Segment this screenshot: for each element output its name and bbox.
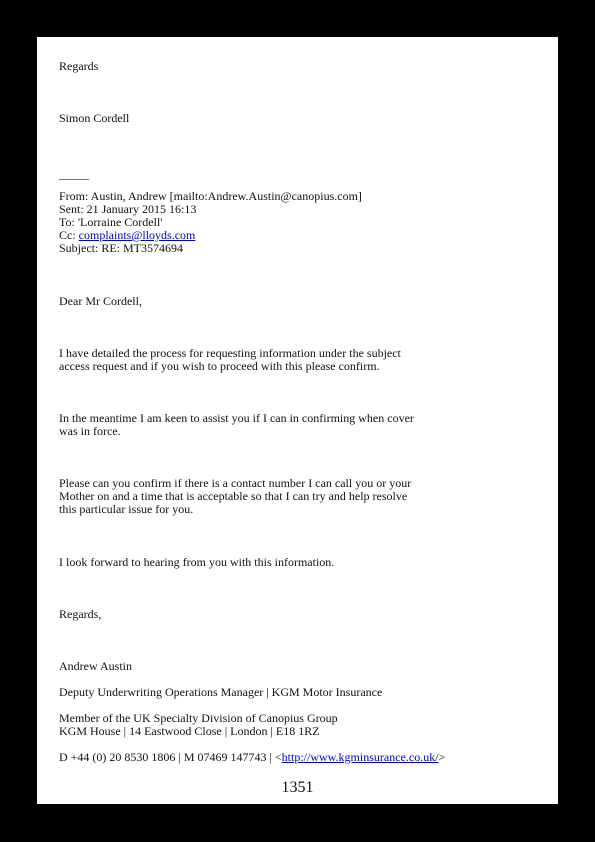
paragraph-4-line-1: I look forward to hearing from you with this information. <box>59 555 335 569</box>
page-number: 1351 <box>281 779 314 796</box>
paragraph-3-line-1: Please can you confirm if there is a contact number I can call you or your <box>59 476 412 490</box>
signature-title: Deputy Underwriting Operations Manager | KGM Motor Insurance <box>59 685 383 699</box>
regards-top: Regards <box>59 59 99 73</box>
header-sent: Sent: 21 January 2015 16:13 <box>59 202 197 216</box>
paragraph-2-line-2: was in force. <box>59 424 121 438</box>
separator-line: _____ <box>59 167 89 181</box>
sender-name: Simon Cordell <box>59 111 130 125</box>
signature-address: KGM House | 14 Eastwood Close | London | E18 1RZ <box>59 724 320 738</box>
header-subject: Subject: RE: MT3574694 <box>59 241 183 255</box>
salutation: Dear Mr Cordell, <box>59 294 142 308</box>
paragraph-1-line-1: I have detailed the process for requesting information under the subject <box>59 346 401 360</box>
document-page <box>37 37 558 804</box>
header-cc-label: Cc: <box>59 228 79 242</box>
header-to: To: 'Lorraine Cordell' <box>59 215 163 229</box>
paragraph-2-line-1: In the meantime I am keen to assist you if I can in confirming when cover <box>59 411 414 425</box>
cc-email-link[interactable]: complaints@lloyds.com <box>78 228 196 242</box>
paragraph-1-line-2: access request and if you wish to proceed with this please confirm. <box>59 359 380 373</box>
paragraph-3-line-3: this particular issue for you. <box>59 502 194 516</box>
signature-contact <box>59 751 445 764</box>
contact-suffix: > <box>438 750 446 764</box>
signature-org: Member of the UK Specialty Division of Canopius Group <box>59 711 338 725</box>
signature-name: Andrew Austin <box>59 659 132 673</box>
closing: Regards, <box>59 607 102 621</box>
website-link[interactable]: http://www.kgminsurance.co.uk/ <box>281 750 439 764</box>
header-from: From: Austin, Andrew [mailto:Andrew.Austin@canopius.com] <box>59 189 362 203</box>
paragraph-3-line-2: Mother on and a time that is acceptable so that I can try and help resolve <box>59 489 408 503</box>
contact-numbers: D +44 (0) 20 8530 1806 | M 07469 147743 | < <box>59 750 282 764</box>
